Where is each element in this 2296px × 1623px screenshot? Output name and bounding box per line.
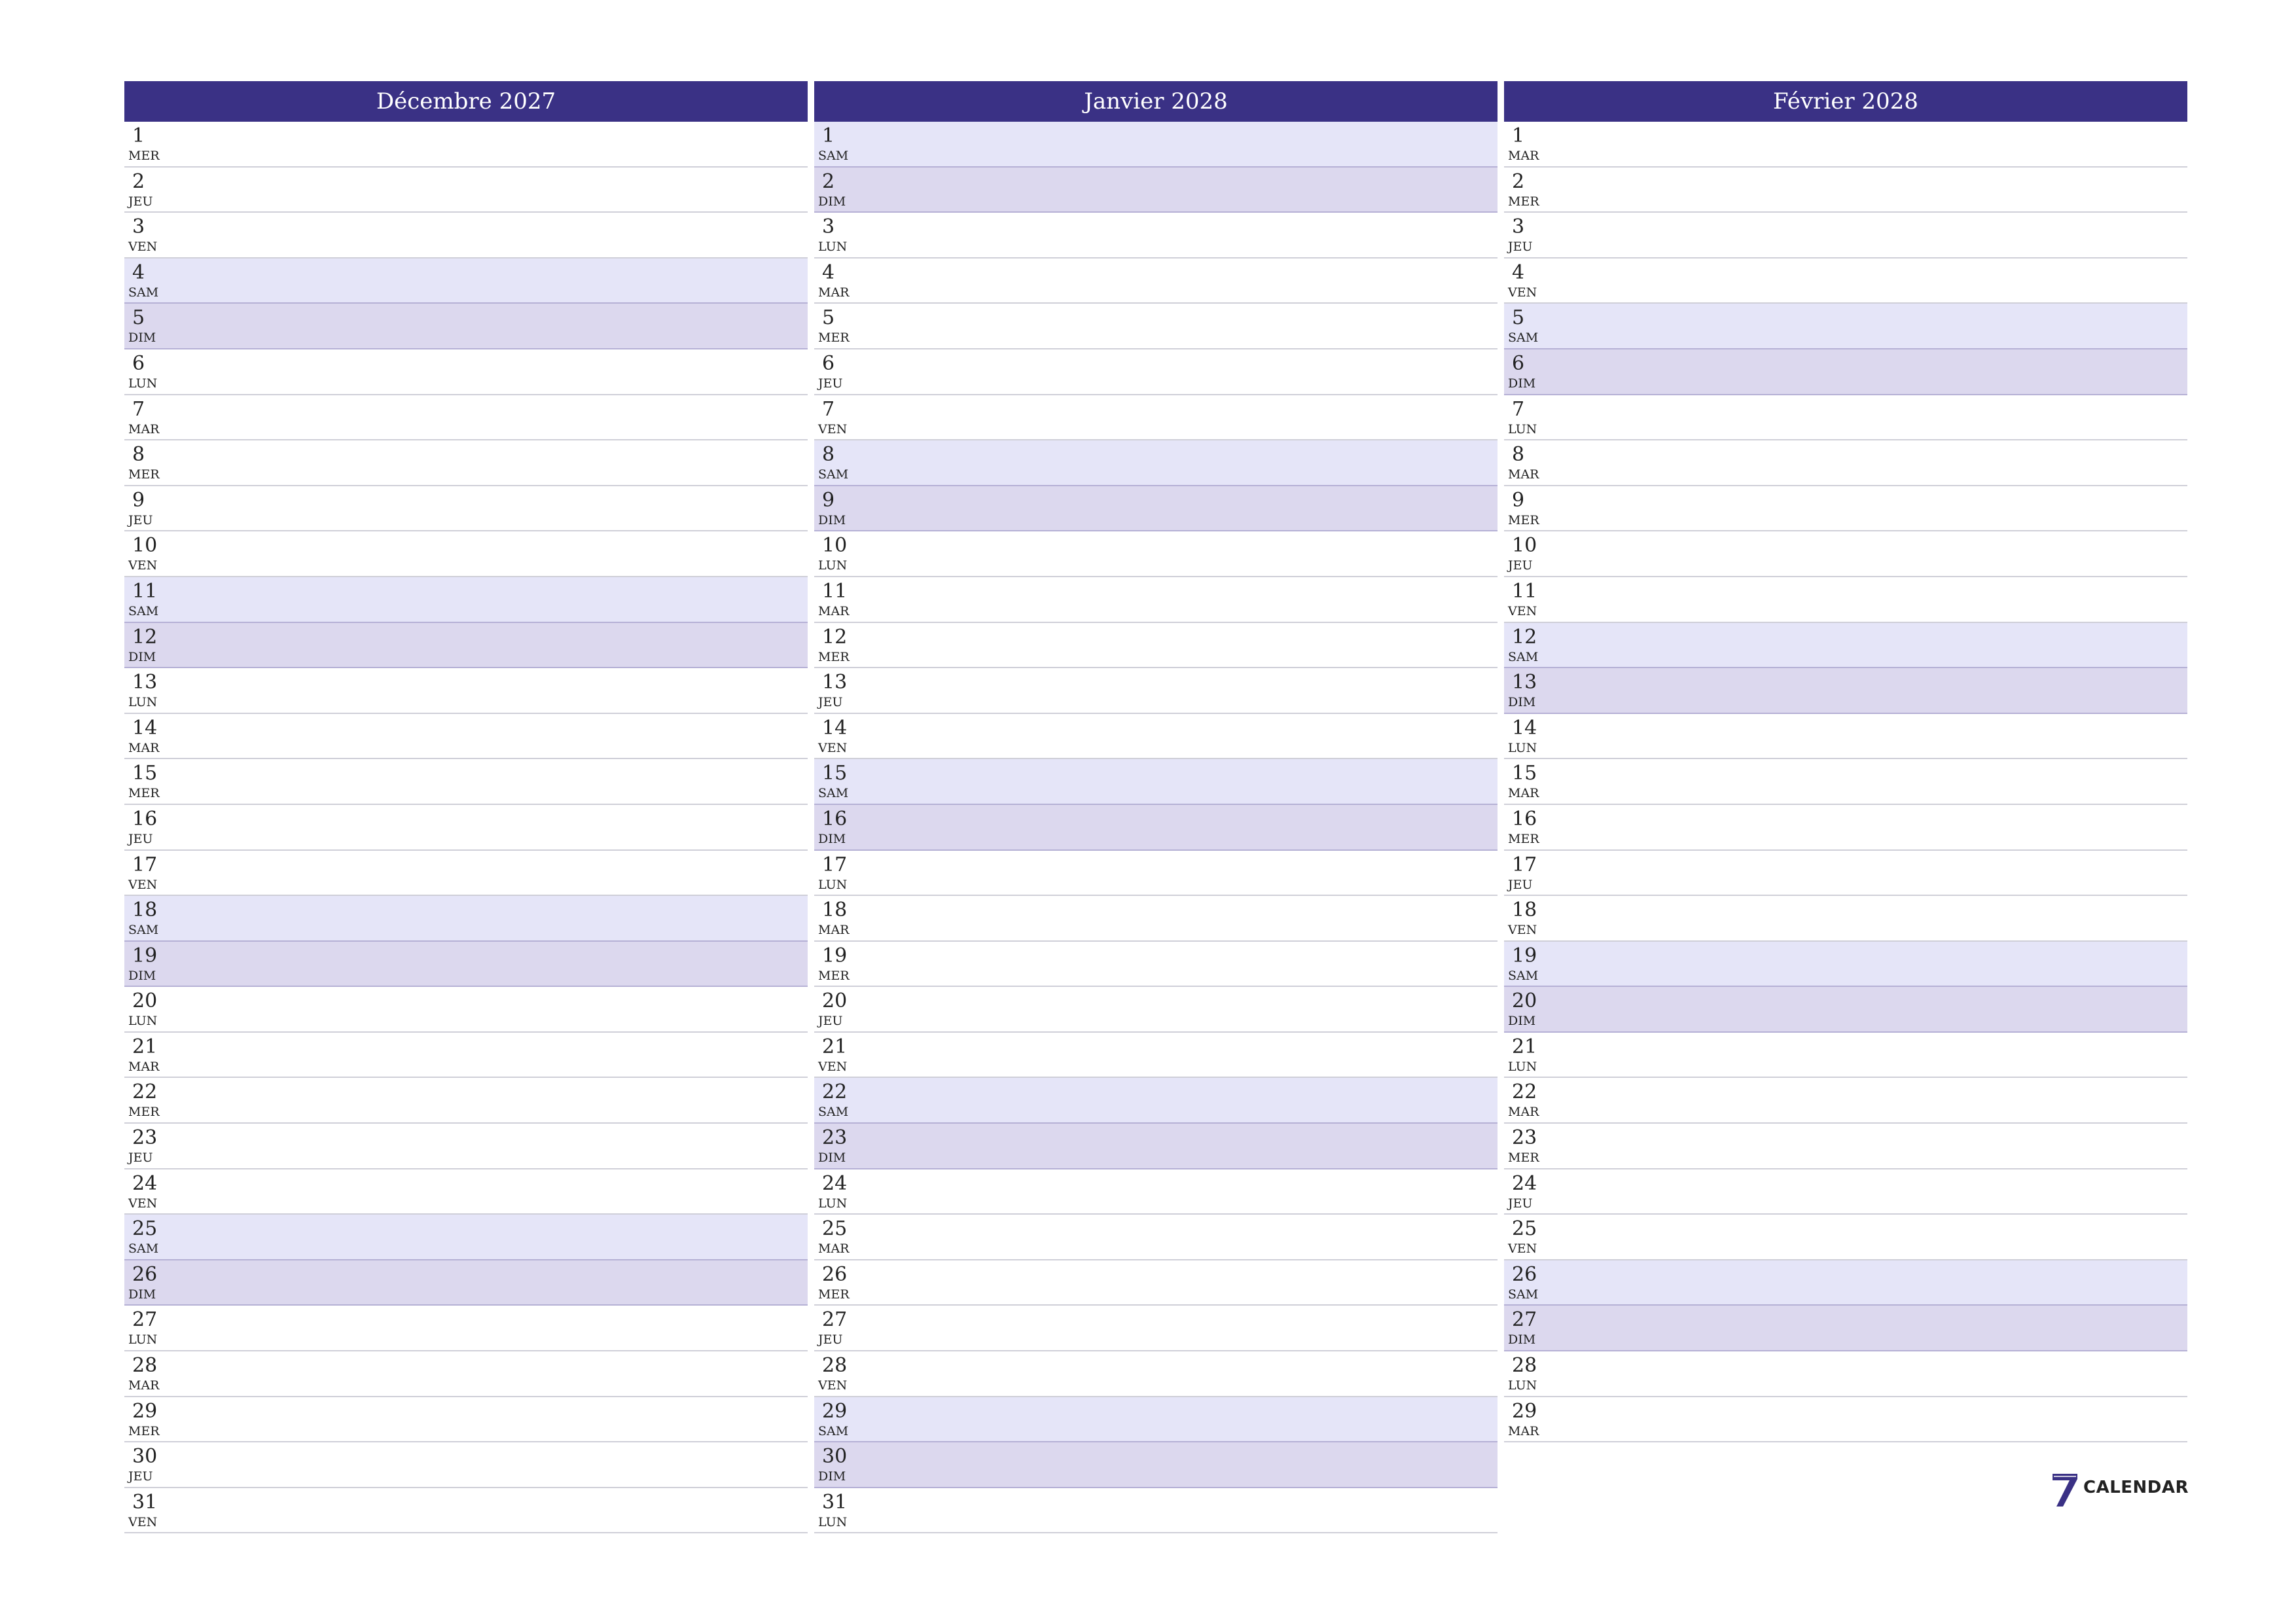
day-row [1504,896,2187,942]
day-name: VEN [818,1378,848,1393]
day-number: 28 [1512,1354,1537,1378]
day-number: 9 [132,488,145,512]
day-name: JEU [128,512,153,527]
day-number: 19 [1512,944,1537,967]
day-row [124,1215,808,1260]
day-name: SAM [1508,330,1539,346]
month-january-2028 [814,81,1498,1533]
day-number: 10 [132,534,158,558]
day-row [124,714,808,760]
day-number: 8 [132,443,145,467]
day-number: 14 [822,716,848,740]
day-row [124,851,808,897]
day-number: 25 [822,1217,848,1241]
day-name: MER [128,1423,160,1438]
day-row [814,1124,1498,1169]
day-row [124,1124,808,1169]
day-row [124,1397,808,1443]
day-row [814,259,1498,304]
day-number: 12 [132,625,158,649]
day-row [1504,577,2187,623]
day-row [124,259,808,304]
day-row [814,304,1498,349]
day-number: 16 [822,807,848,830]
month-header: Février 2028 [1504,81,2187,122]
day-number: 7 [132,397,145,421]
day-row [1504,486,2187,532]
day-name: JEU [128,1150,153,1166]
day-row [124,759,808,805]
day-name: LUN [128,1014,158,1029]
day-name: JEU [818,695,843,710]
day-row [814,1169,1498,1215]
day-number: 6 [822,351,835,375]
day-row [1504,395,2187,441]
day-row [814,805,1498,851]
day-name: MER [818,649,850,664]
day-name: SAM [128,285,159,300]
day-row [814,668,1498,714]
day-number: 22 [132,1080,158,1104]
day-row [814,1078,1498,1124]
day-name: VEN [128,558,158,573]
day-name: VEN [818,740,848,755]
day-number: 11 [1512,579,1537,603]
day-name: LUN [1508,1059,1537,1074]
day-name: MAR [818,285,850,300]
day-name: MER [818,1287,850,1302]
day-name: DIM [818,194,846,209]
seven-logo-icon [2050,1471,2079,1508]
day-name: DIM [128,968,156,983]
day-name: LUN [818,1196,848,1211]
month-header: Janvier 2028 [814,81,1498,122]
day-name: DIM [1508,1332,1536,1347]
day-number: 30 [822,1445,848,1469]
day-row [814,1306,1498,1351]
day-name: SAM [818,786,849,801]
day-number: 18 [132,899,158,922]
day-number: 29 [1512,1399,1537,1423]
day-name: SAM [128,1241,159,1257]
day-row [814,623,1498,669]
day-row [1504,122,2187,168]
day-row [124,1306,808,1351]
day-row [814,349,1498,395]
day-name: LUN [818,877,848,892]
day-name: VEN [128,240,158,255]
day-name: LUN [128,376,158,391]
day-number: 6 [132,351,145,375]
day-name: LUN [1508,421,1537,437]
day-row [124,1033,808,1079]
day-number: 17 [1512,853,1537,876]
day-number: 19 [132,944,158,967]
day-row [124,668,808,714]
day-list [1504,122,2187,1442]
day-number: 15 [1512,762,1537,785]
day-number: 24 [822,1171,848,1195]
day-name: VEN [1508,603,1537,618]
month-header: Décembre 2027 [124,81,808,122]
day-number: 14 [132,716,158,740]
day-number: 7 [1512,397,1525,421]
day-name: VEN [1508,923,1537,938]
day-row [814,987,1498,1033]
day-row [814,531,1498,577]
day-row [1504,259,2187,304]
day-number: 31 [822,1490,848,1514]
day-number: 14 [1512,716,1537,740]
day-row [124,1488,808,1534]
day-row [814,851,1498,897]
day-number: 26 [822,1262,848,1286]
day-row [814,759,1498,805]
day-name: JEU [1508,877,1533,892]
day-number: 25 [1512,1217,1537,1241]
day-number: 27 [1512,1308,1537,1332]
day-name: MAR [1508,467,1539,482]
day-name: VEN [128,877,158,892]
day-name: DIM [1508,695,1536,710]
day-name: MAR [128,1059,160,1074]
day-name: MAR [1508,1105,1539,1120]
day-row [814,1260,1498,1306]
day-number: 28 [132,1354,158,1378]
day-number: 5 [1512,306,1525,330]
day-list [124,122,808,1533]
day-number: 6 [1512,351,1525,375]
day-row [1504,805,2187,851]
day-name: JEU [818,1014,843,1029]
day-row [814,1397,1498,1443]
day-number: 3 [132,215,145,239]
day-row [124,1351,808,1397]
day-name: DIM [1508,1014,1536,1029]
day-row [814,714,1498,760]
day-row [814,1033,1498,1079]
day-name: MER [818,968,850,983]
day-name: LUN [128,695,158,710]
day-number: 18 [1512,899,1537,922]
day-row [124,623,808,669]
day-row [1504,851,2187,897]
day-row [814,1351,1498,1397]
day-name: DIM [818,512,846,527]
day-number: 8 [822,443,835,467]
day-name: MER [1508,1150,1539,1166]
day-name: MAR [128,421,160,437]
day-number: 5 [822,306,835,330]
day-number: 8 [1512,443,1525,467]
day-number: 20 [1512,990,1537,1013]
day-name: LUN [818,558,848,573]
day-list [814,122,1498,1533]
day-row [124,942,808,988]
day-number: 7 [822,397,835,421]
day-number: 4 [1512,260,1525,284]
day-number: 13 [822,671,848,694]
day-row [124,395,808,441]
day-row [124,486,808,532]
day-number: 31 [132,1490,158,1514]
day-row [814,1442,1498,1488]
day-number: 9 [822,488,835,512]
day-name: MER [128,149,160,163]
day-name: LUN [1508,1378,1537,1393]
day-name: DIM [818,1469,846,1484]
day-row [124,531,808,577]
day-row [814,486,1498,532]
day-row [124,896,808,942]
day-row [1504,349,2187,395]
day-row [1504,1124,2187,1169]
day-name: SAM [1508,968,1539,983]
day-row [814,1215,1498,1260]
day-name: MER [1508,194,1539,209]
day-number: 13 [132,671,158,694]
day-row [814,395,1498,441]
month-december-2027 [124,81,808,1533]
day-row [1504,531,2187,577]
day-number: 5 [132,306,145,330]
day-row [124,349,808,395]
day-name: VEN [818,421,848,437]
day-name: VEN [1508,285,1537,300]
day-number: 4 [822,260,835,284]
day-row [1504,168,2187,213]
day-number: 28 [822,1354,848,1378]
day-name: SAM [1508,649,1539,664]
day-row [124,577,808,623]
day-row [814,896,1498,942]
day-number: 10 [1512,534,1537,558]
day-row [814,213,1498,259]
day-row [814,942,1498,988]
day-number: 29 [822,1399,848,1423]
day-name: MAR [818,603,850,618]
day-row [124,304,808,349]
day-name: MER [1508,831,1539,846]
day-number: 12 [1512,625,1537,649]
day-number: 4 [132,260,145,284]
day-name: MER [128,786,160,801]
day-row [1504,623,2187,669]
day-number: 17 [822,853,848,876]
day-number: 22 [822,1080,848,1104]
day-name: SAM [1508,1287,1539,1302]
day-row [124,1260,808,1306]
day-number: 10 [822,534,848,558]
day-name: JEU [128,831,153,846]
day-row [1504,714,2187,760]
day-row [124,1442,808,1488]
day-row [1504,759,2187,805]
day-name: JEU [128,1469,153,1484]
logo-label: CALENDAR [2083,1478,2189,1497]
day-number: 23 [132,1126,158,1150]
day-name: LUN [818,1514,848,1529]
day-row [814,440,1498,486]
day-name: MAR [128,1378,160,1393]
day-name: LUN [128,1332,158,1347]
day-number: 22 [1512,1080,1537,1104]
day-name: DIM [1508,376,1536,391]
day-name: LUN [818,240,848,255]
day-row [1504,304,2187,349]
day-row [124,1169,808,1215]
day-number: 11 [132,579,158,603]
day-row [1504,1169,2187,1215]
day-number: 1 [1512,124,1525,147]
day-row [1504,1397,2187,1443]
day-number: 3 [1512,215,1525,239]
day-number: 12 [822,625,848,649]
day-number: 18 [822,899,848,922]
day-name: SAM [818,149,849,163]
day-number: 23 [1512,1126,1537,1150]
day-number: 29 [132,1399,158,1423]
day-number: 20 [822,990,848,1013]
day-row [1504,440,2187,486]
day-number: 2 [822,169,835,193]
day-row [814,1488,1498,1534]
day-name: JEU [1508,240,1533,255]
day-row [124,440,808,486]
day-name: MAR [128,740,160,755]
day-name: MER [818,330,850,346]
day-number: 16 [1512,807,1537,830]
day-name: VEN [1508,1241,1537,1257]
day-number: 2 [1512,169,1525,193]
day-name: SAM [818,1105,849,1120]
day-number: 11 [822,579,848,603]
day-row [1504,1260,2187,1306]
day-row [814,168,1498,213]
day-number: 13 [1512,671,1537,694]
day-number: 26 [132,1262,158,1286]
day-number: 3 [822,215,835,239]
day-number: 15 [132,762,158,785]
day-row [124,168,808,213]
day-name: VEN [128,1514,158,1529]
day-name: SAM [818,467,849,482]
day-row [124,122,808,168]
day-name: MAR [1508,1423,1539,1438]
day-name: DIM [818,1150,846,1166]
day-row [124,805,808,851]
day-number: 23 [822,1126,848,1150]
day-name: VEN [818,1059,848,1074]
day-number: 24 [1512,1171,1537,1195]
day-number: 17 [132,853,158,876]
day-row [1504,213,2187,259]
day-name: JEU [818,376,843,391]
day-row [1504,1215,2187,1260]
day-name: VEN [128,1196,158,1211]
day-name: MER [128,1105,160,1120]
day-name: JEU [1508,1196,1533,1211]
day-name: LUN [1508,740,1537,755]
day-row [124,213,808,259]
day-number: 21 [822,1035,848,1058]
day-row [1504,942,2187,988]
day-name: MAR [818,1241,850,1257]
day-number: 2 [132,169,145,193]
day-name: DIM [128,1287,156,1302]
day-name: MAR [1508,786,1539,801]
day-number: 16 [132,807,158,830]
day-number: 19 [822,944,848,967]
day-number: 25 [132,1217,158,1241]
day-number: 21 [1512,1035,1537,1058]
day-row [814,577,1498,623]
day-name: MAR [1508,149,1539,163]
day-row [124,1078,808,1124]
day-name: SAM [128,603,159,618]
day-number: 1 [822,124,835,147]
day-number: 9 [1512,488,1525,512]
day-number: 30 [132,1445,158,1469]
day-name: MER [128,467,160,482]
day-row [1504,1306,2187,1351]
day-name: JEU [128,194,153,209]
day-row [1504,668,2187,714]
day-name: SAM [128,923,159,938]
day-number: 21 [132,1035,158,1058]
day-number: 27 [822,1308,848,1332]
day-row [1504,1033,2187,1079]
day-row [1504,1351,2187,1397]
day-number: 1 [132,124,145,147]
day-name: MER [1508,512,1539,527]
day-row [1504,1078,2187,1124]
month-february-2028 [1504,81,2187,1442]
day-name: JEU [818,1332,843,1347]
day-name: DIM [128,330,156,346]
day-name: JEU [1508,558,1533,573]
day-row [1504,987,2187,1033]
day-number: 27 [132,1308,158,1332]
day-row [124,987,808,1033]
day-number: 26 [1512,1262,1537,1286]
day-row [814,122,1498,168]
day-name: DIM [818,831,846,846]
day-name: SAM [818,1423,849,1438]
day-name: DIM [128,649,156,664]
brand-logo [2050,1471,2187,1508]
day-number: 20 [132,990,158,1013]
day-number: 15 [822,762,848,785]
day-name: MAR [818,923,850,938]
day-number: 24 [132,1171,158,1195]
